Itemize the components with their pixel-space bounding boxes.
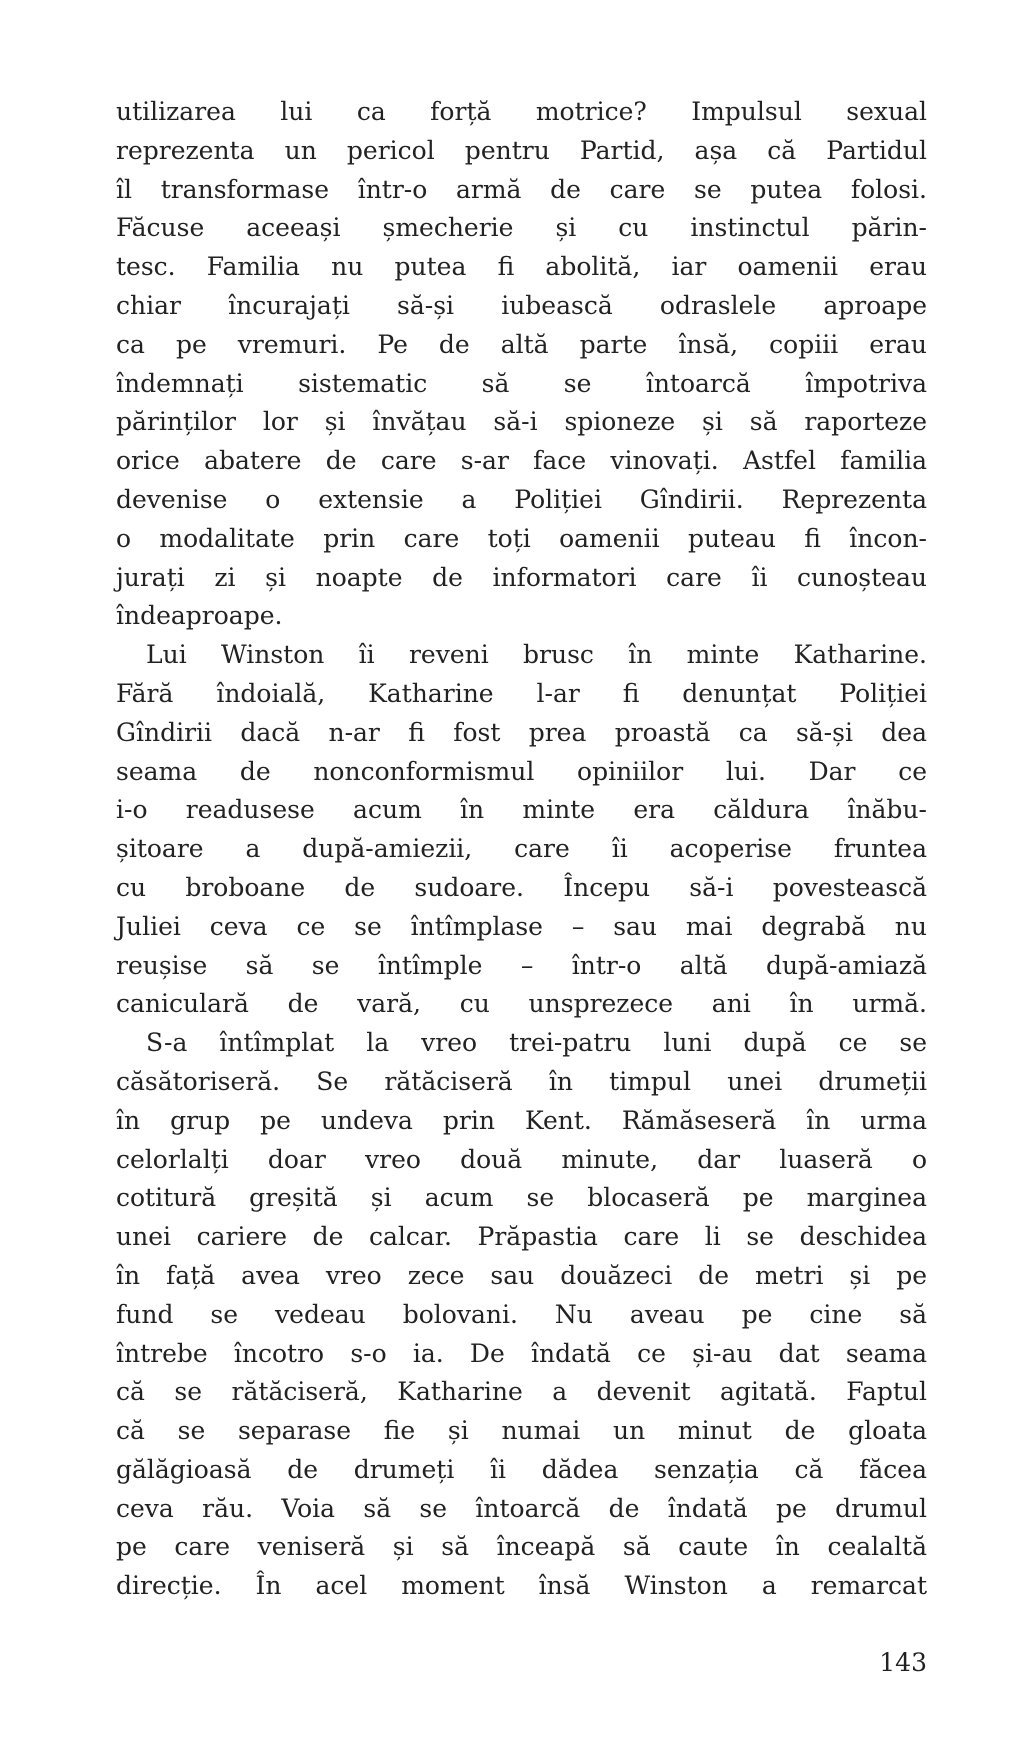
text-line: în grup pe undeva prin Kent. Rămăseseră în urma [116,1105,927,1135]
text-line: părinților lor și învățau să-i spioneze și să raporteze [116,407,927,437]
text-line: căsătoriseră. Se rătăciseră în timpul unei drumeții [116,1066,927,1096]
text-line: chiar încurajați să-și iubească odraslele aproape [116,290,927,320]
text-line: jurați zi și noapte de informatori care îi cunoșteau [116,562,927,592]
text-line: îndemnați sistematic să se întoarcă împotriva [116,368,927,398]
text-line: utilizarea lui ca forță motrice? Impulsul sexual [116,97,927,126]
text-line: direcție. În acel moment însă Winston a remarcat [116,1571,927,1601]
text-line: Lui Winston îi reveni brusc în minte Katharine. [146,640,927,670]
text-line: seama de nonconformismul opiniilor lui. Dar ce [116,756,927,786]
text-line: ceva rău. Voia să se întoarcă de îndată pe drumul [116,1493,927,1523]
text-line: îl transformase într-o armă de care se putea folosi. [116,174,927,204]
text-line: șitoare a după-amiezii, care îi acoperise fruntea [116,834,927,864]
text-line: reușise să se întîmple – într-o altă după-amiază [116,950,927,980]
text-line: gălăgioasă de drumeți îi dădea senzația că făcea [116,1454,927,1484]
text-line: cu broboane de sudoare. Începu să-i povestească [116,872,927,902]
text-line: unei cariere de calcar. Prăpastia care li se deschidea [116,1222,927,1252]
text-line: că se rătăciseră, Katharine a devenit agitată. Faptul [116,1377,927,1407]
text-line: fund se vedeau bolovani. Nu aveau pe cine să [116,1299,927,1329]
body-text [116,93,927,1606]
text-line: ca pe vremuri. Pe de altă parte însă, copiii erau [116,329,927,359]
text-line: că se separase fie și numai un minut de gloata [116,1416,927,1446]
text-line: Fără îndoială, Katharine l-ar fi denunțat Poliției [116,678,927,708]
text-line: caniculară de vară, cu unsprezece ani în urmă. [116,989,927,1019]
text-line: Juliei ceva ce se întîmplase – sau mai degrabă nu [116,911,927,941]
text-line: tesc. Familia nu putea fi abolită, iar oamenii erau [116,252,927,282]
text-line: întrebe încotro s-o ia. De îndată ce și-au dat seama [116,1338,927,1368]
text-line: devenise o extensie a Poliției Gîndirii. Reprezenta [116,484,927,514]
text-line: celorlalți doar vreo două minute, dar luaseră o [116,1144,927,1174]
text-line: pe care veniseră și să înceapă să caute în cealaltă [116,1532,927,1562]
text-line: reprezenta un pericol pentru Partid, așa că Partidul [116,135,927,165]
text-line: i-o readusese acum în minte era căldura înăbu- [116,795,927,825]
text-line: cotitură greșită și acum se blocaseră pe marginea [116,1183,927,1213]
text-line: S-a întîmplat la vreo trei-patru luni după ce se [146,1028,927,1058]
text-line: orice abatere de care s-ar face vinovați. Astfel familia [116,446,927,476]
text-line: îndeaproape. [116,601,283,631]
page-number: 143 [879,1648,927,1677]
text-line: o modalitate prin care toți oamenii puteau fi încon- [116,523,927,553]
text-line: Gîndirii dacă n-ar fi fost prea proastă ca să-și dea [116,717,927,747]
text-line: în față avea vreo zece sau douăzeci de metri și pe [116,1260,927,1290]
text-line: Făcuse aceeași șmecherie și cu instinctul părin- [116,213,927,243]
